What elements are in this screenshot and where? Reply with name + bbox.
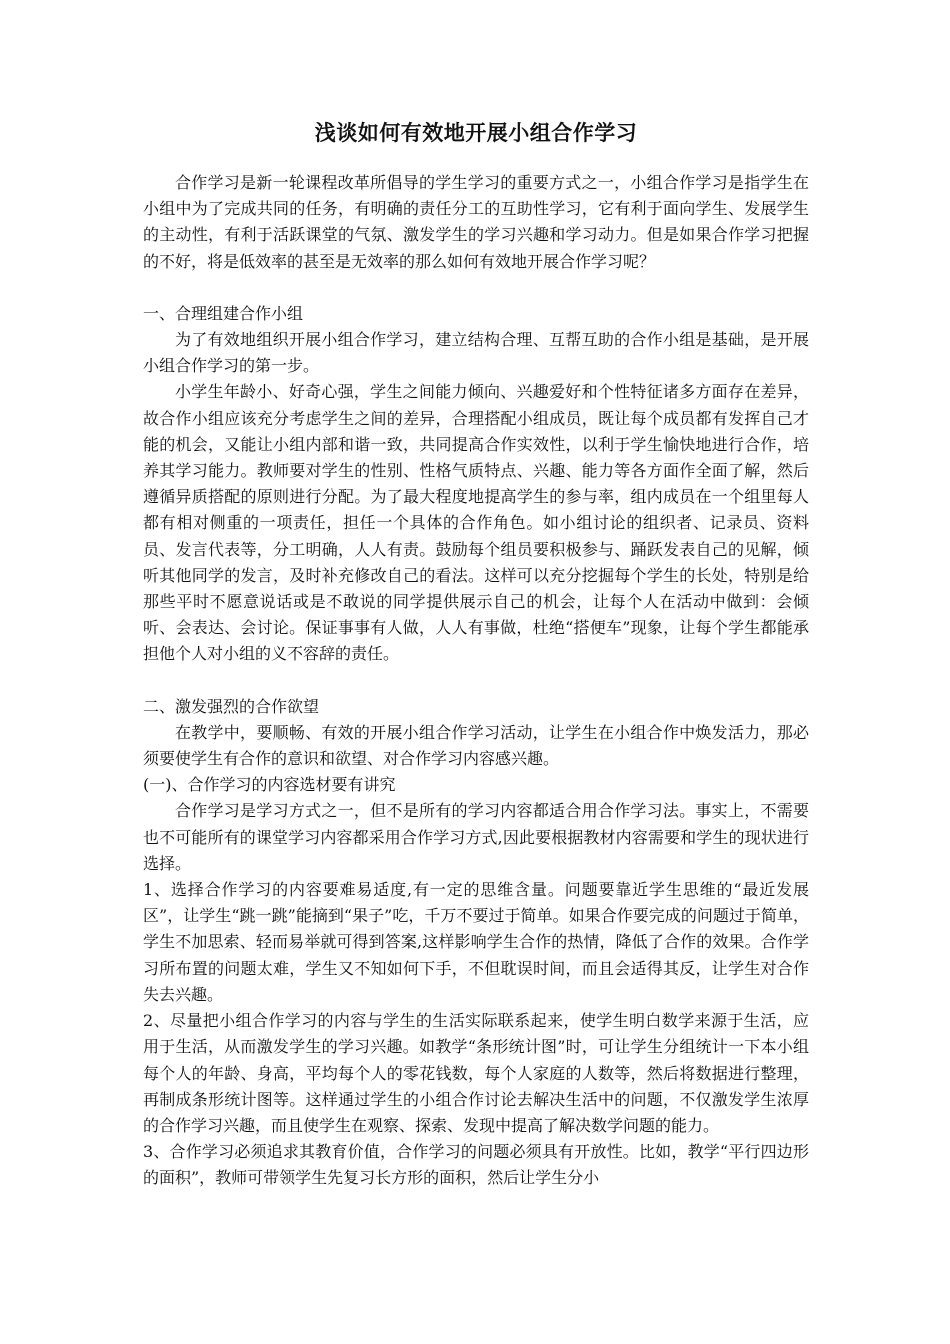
list-item-2: 2、尽量把小组合作学习的内容与学生的生活实际联系起来，使学生明白数学来源于生活，应用于生活，从而激发学生的学习兴趣。如教学“条形统计图”时，可让学生分组统计一下本小组每个人的年龄、身高，平均每个人的零花钱数，每个人家庭的人数等，然后将数据进行整理，再制成条形统计图等。这样通过学生的小组合作讨论去解决生活中的问题，不仅激发学生浓厚的合作学习兴趣，而且使学生在观察、探索、发现中提高了解决数学问题的能力。: [143, 1011, 809, 1135]
document-title: 浅谈如何有效地开展小组合作学习: [314, 120, 638, 145]
paragraph-spacer: [143, 275, 809, 301]
intro-paragraph: 合作学习是新一轮课程改革所倡导的学生学习的重要方式之一，小组合作学习是指学生在小组中为了完成共同的任务，有明确的责任分工的互助性学习，它有利于面向学生、发展学生的主动性，有利于活跃课堂的气氛、激发学生的学习兴趣和学习动力。但是如果合作学习把握的不好，将是低效率的甚至是无效率的那么如何有效地开展合作学习呢？: [143, 173, 809, 271]
subsection-heading-1: (一)、合作学习的内容选材要有讲究: [143, 775, 396, 795]
section1-paragraph-2: 小学生年龄小、好奇心强，学生之间能力倾向、兴趣爱好和个性特征诸多方面存在差异，故合作小组应该充分考虑学生之间的差异，合理搭配小组成员，既让每个成员都有发挥自己才能的机会，又能让小组内部和谐一致，共同提高合作实效性，以利于学生愉快地进行合作，培养其学习能力。教师要对学生的性别、性格气质特点、兴趣、能力等各方面作全面了解，然后遵循异质搭配的原则进行分配。为了最大程度地提高学生的参与率，组内成员在一个组里每人都有相对侧重的一项责任，担任一个具体的合作角色。如小组讨论的组织者、记录员、资料员、发言代表等，分工明确，人人有责。鼓励每个组员要积极参与、踊跃发表自己的见解，倾听其他同学的发言，及时补充修改自己的看法。这样可以充分挖掘每个学生的长处，特别是给那些平时不愿意说话或是不敢说的同学提供展示自己的机会，让每个人在活动中做到：会倾听、会表达、会讨论。保证事事有人做，人人有事做，杜绝“搭便车”现象，让每个学生都能承担他个人对小组的义不容辞的责任。: [143, 382, 809, 664]
list-item-3: 3、合作学习必须追求其教育价值，合作学习的问题必须具有开放性。比如，教学“平行四边形的面积”，教师可带领学生先复习长方形的面积，然后让学生分小: [143, 1142, 809, 1188]
subsection1-paragraph-1: 合作学习是学习方式之一，但不是所有的学习内容都适合用合作学习法。事实上，不需要也不可能所有的课堂学习内容都采用合作学习方式,因此要根据教材内容需要和学生的现状进行选择。: [143, 801, 809, 873]
list-item-1: 1、选择合作学习的内容要难易适度,有一定的思维含量。问题要靠近学生思维的“最近发展区”，让学生“跳一跳”能摘到“果子”吃，千万不要过于简单。如果合作要完成的问题过于简单，学生不加思索、轻而易举就可得到答案,这样影响学生合作的热情，降低了合作的效果。合作学习所布置的问题太难，学生又不知如何下手，不但耽误时间，而且会适得其反，让学生对合作失去兴趣。: [143, 880, 809, 1004]
section-heading-1: 一、合理组建合作小组: [143, 303, 304, 323]
section2-paragraph-1: 在教学中，要顺畅、有效的开展小组合作学习活动，让学生在小组合作中焕发活力，那必须要使学生有合作的意识和欲望、对合作学习内容感兴趣。: [143, 722, 809, 769]
paragraph-spacer: [143, 668, 809, 694]
document-page: [143, 118, 809, 1192]
section-heading-2: 二、激发强烈的合作欲望: [143, 696, 320, 716]
section1-paragraph-1: 为了有效地组织开展小组合作学习，建立结构合理、互帮互助的合作小组是基础，是开展小组合作学习的第一步。: [143, 330, 809, 376]
